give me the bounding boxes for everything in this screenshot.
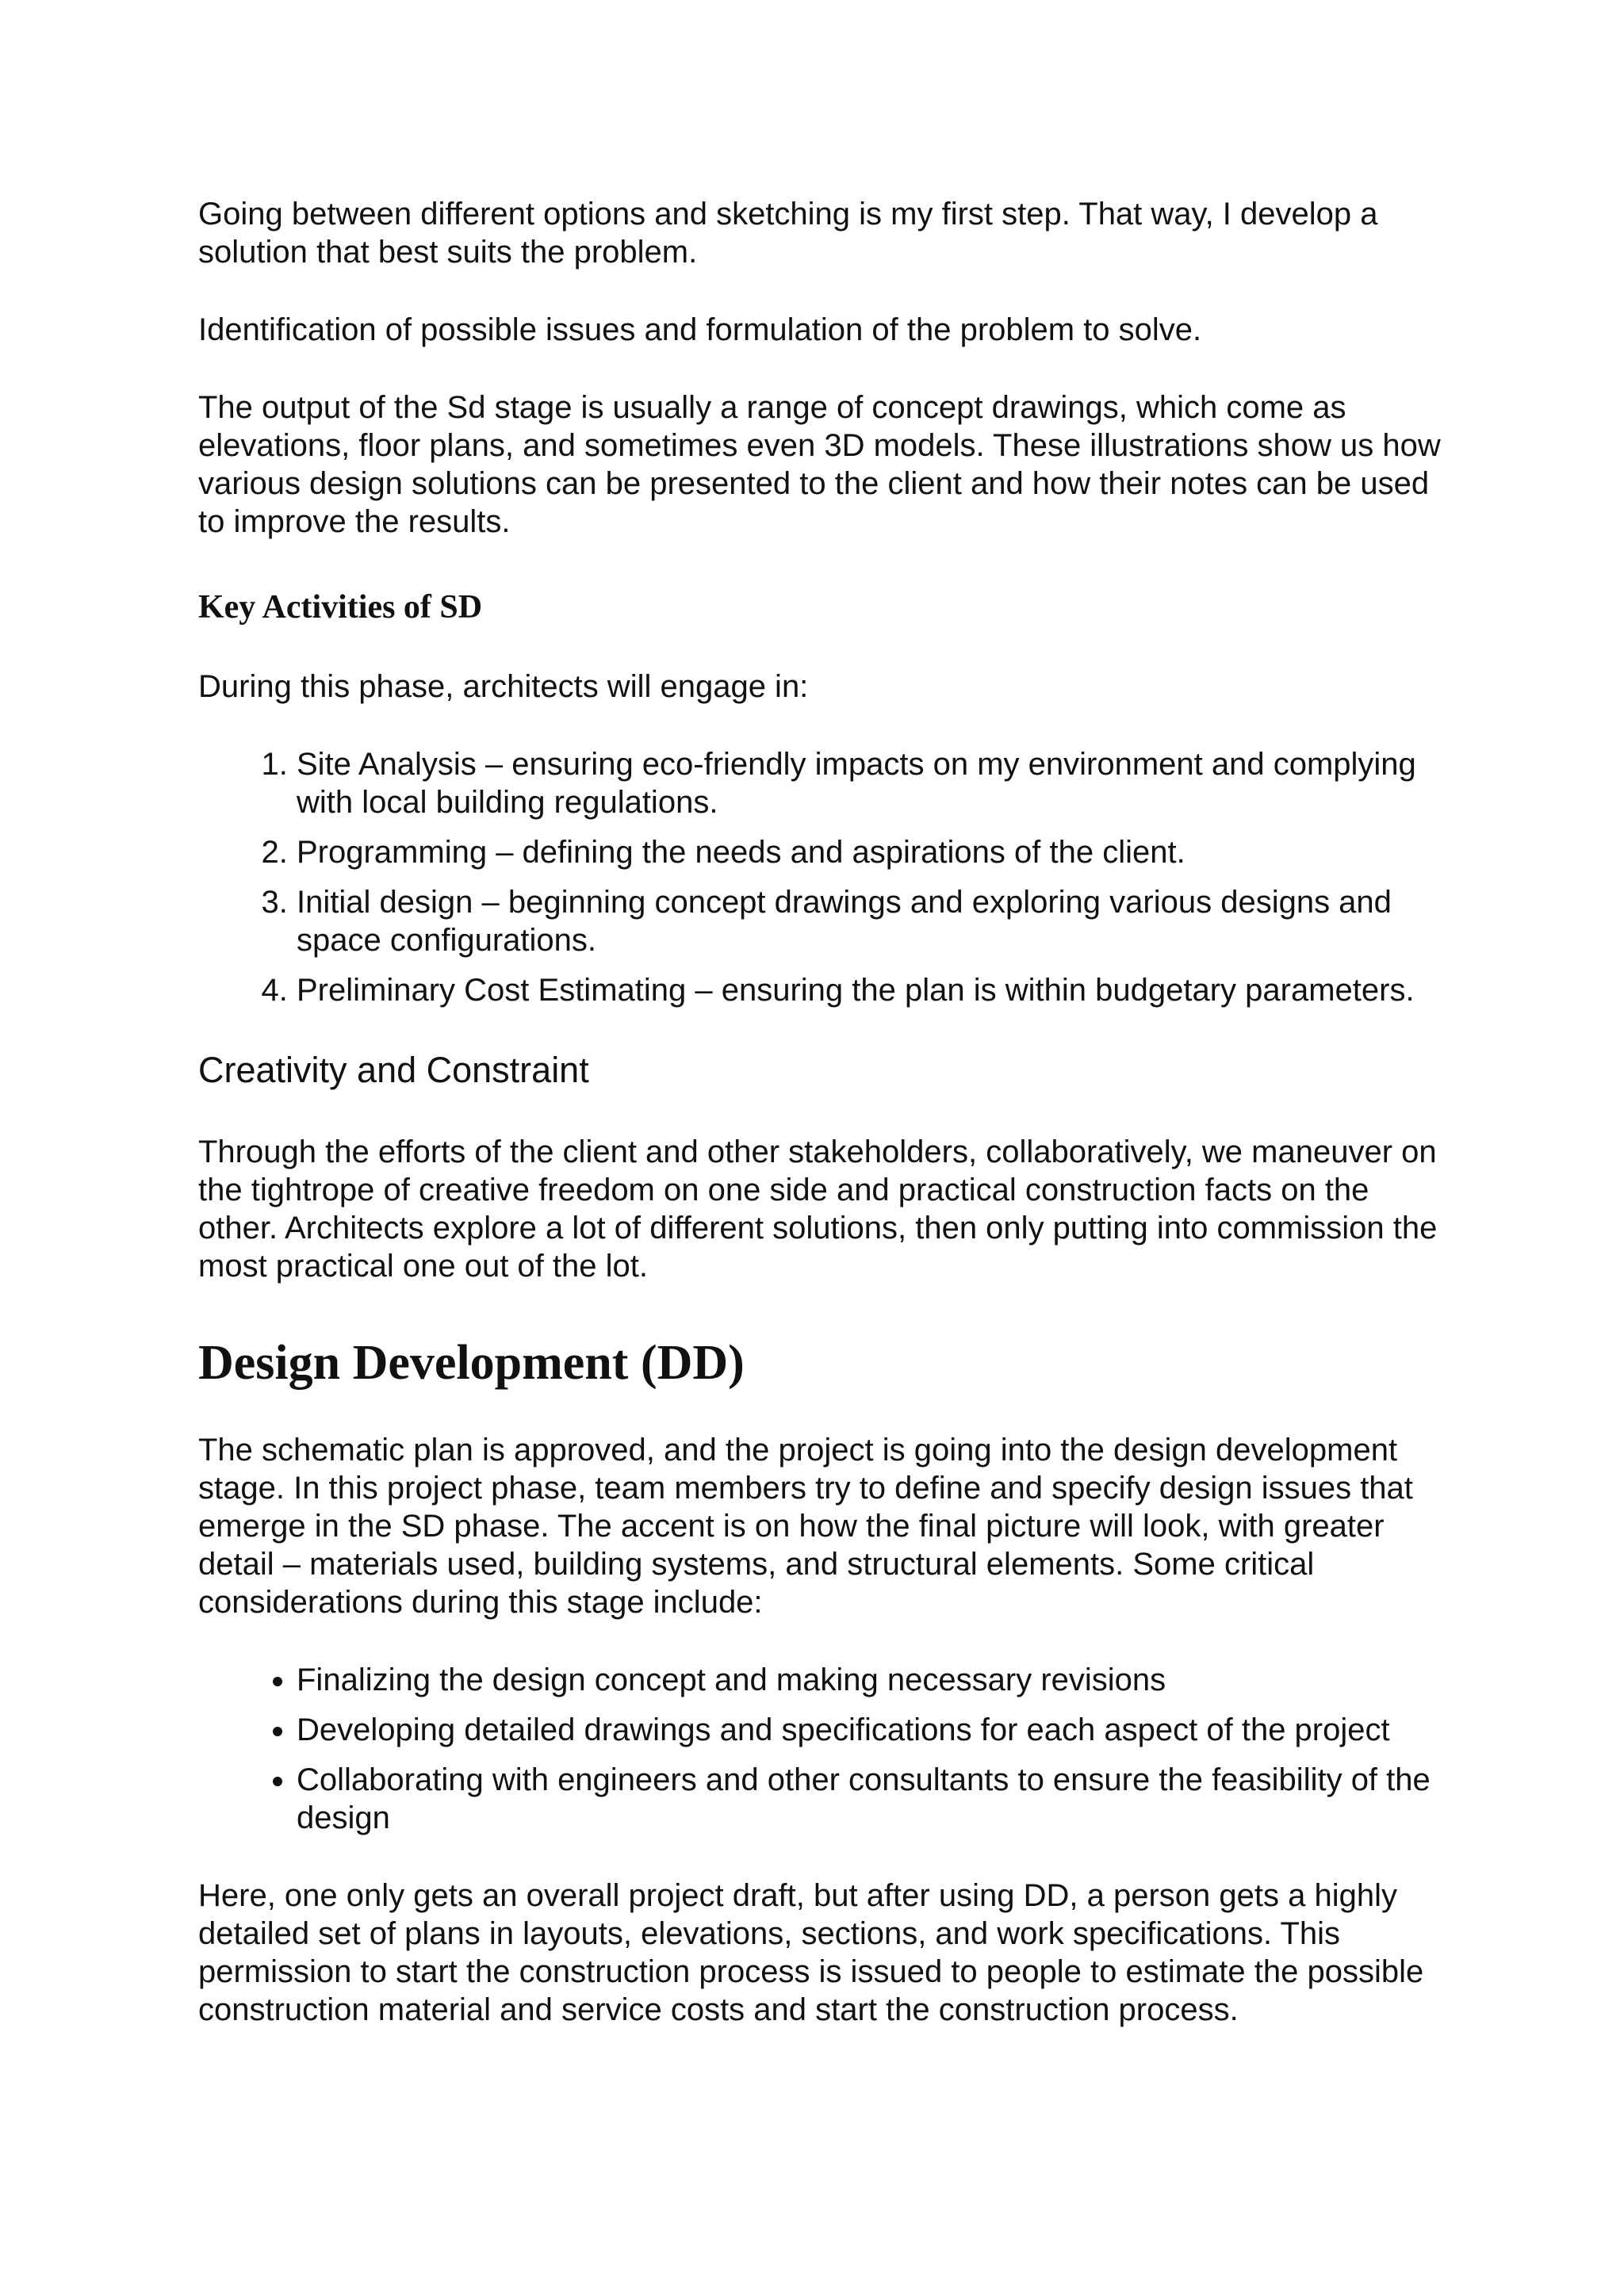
list-item: 2. Programming – defining the needs and aspirations of the client.: [297, 833, 1451, 871]
heading-key-activities: Key Activities of SD: [198, 589, 483, 626]
heading-design-development: Design Development (DD): [198, 1336, 745, 1390]
dd-considerations-list: [198, 1661, 1451, 1837]
paragraph-phase-intro: During this phase, architects will engage in:: [198, 669, 809, 704]
list-item: • Collaborating with engineers and other consultants to ensure the feasibility of the design: [297, 1761, 1451, 1837]
paragraph-dd-closing: Here, one only gets an overall project draft, but after using DD, a person gets a highly detailed set of plans in layouts, elevations, sections, and work specifications. This permission to start the construction process is issued to people to estimate the possible construction material and service costs and start the construction process.: [198, 1878, 1424, 2027]
list-item: 4. Preliminary Cost Estimating – ensuring the plan is within budgetary parameters.: [297, 971, 1451, 1009]
list-item: • Finalizing the design concept and making necessary revisions: [297, 1661, 1451, 1699]
paragraph-identification: Identification of possible issues and formulation of the problem to solve.: [198, 312, 1202, 347]
list-item: • Developing detailed drawings and specifications for each aspect of the project: [297, 1711, 1451, 1749]
list-item: 1. Site Analysis – ensuring eco-friendly impacts on my environment and complying with local building regulations.: [297, 745, 1451, 821]
document-page: [198, 195, 1451, 2029]
paragraph-sd-output: The output of the Sd stage is usually a range of concept drawings, which come as elevations, floor plans, and sometimes even 3D models. These illustrations show us how various design solutions can be presented to the client and how their notes can be used to improve the results.: [198, 390, 1441, 539]
list-item: 3. Initial design – beginning concept drawings and exploring various designs and space configurations.: [297, 883, 1451, 959]
paragraph-sketching: Going between different options and sketching is my first step. That way, I develop a solution that best suits the problem.: [198, 197, 1378, 270]
paragraph-dd-intro: The schematic plan is approved, and the project is going into the design development stage. In this project phase, team members try to define and specify design issues that emerge in the SD phase. The accent is on how the final picture will look, with greater detail – materials used, building systems, and structural elements. Some critical considerations during this stage include:: [198, 1433, 1413, 1620]
heading-creativity: Creativity and Constraint: [198, 1050, 589, 1090]
key-activities-list: [198, 745, 1451, 1009]
paragraph-creativity: Through the efforts of the client and other stakeholders, collaboratively, we maneuver on the tightrope of creative freedom on one side and practical construction facts on the other. Architects explore a lot of different solutions, then only putting into commission the most practical one out of the lot.: [198, 1135, 1438, 1284]
